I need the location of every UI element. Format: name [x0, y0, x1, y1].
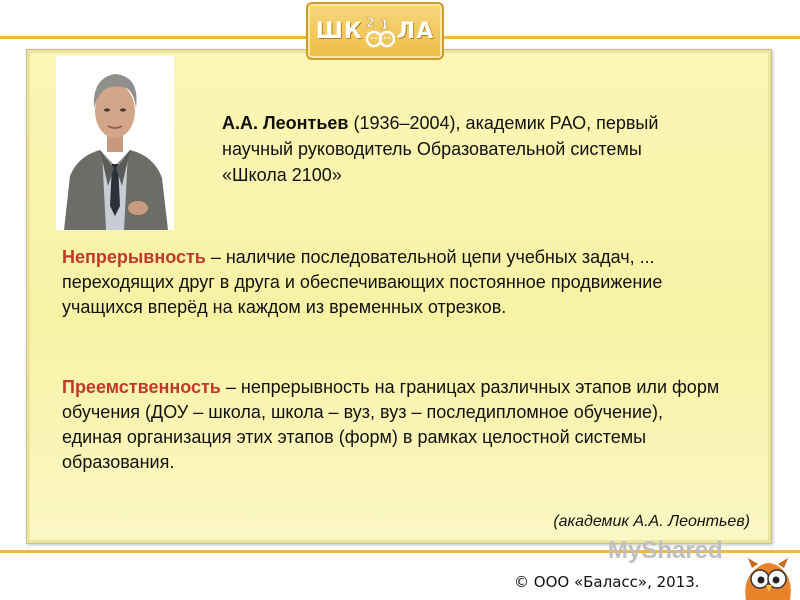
succession-term: Преемственность [62, 377, 221, 397]
portrait-illustration [56, 56, 174, 230]
continuity-paragraph [62, 245, 722, 320]
intro-text [222, 110, 692, 188]
continuity-term: Непрерывность [62, 247, 206, 267]
owl-mascot-icon [738, 554, 796, 600]
school-2100-logo [306, 2, 444, 60]
copyright-text: © ООО «Баласс», 2013. [514, 573, 700, 591]
logo-2100-mark [365, 12, 395, 50]
logo-text-right: ЛА [396, 18, 435, 44]
author-name: А.А. Леонтьев [222, 113, 349, 133]
succession-definition: – непрерывность на границах различных этапов или форм обучения (ДОУ – школа, школа – вуз, вуз – последипломное обучение), единая организация этих этапов (форм) в рамках целостной системы образования. [62, 377, 720, 472]
quote-attribution: (академик А.А. Леонтьев) [553, 513, 750, 530]
portrait-photo [56, 56, 174, 230]
svg-text:1: 1 [379, 18, 389, 33]
logo-text-left: ШК [315, 18, 363, 44]
continuity-definition: – наличие последовательной цепи учебных задач, ... переходящих друг в друга и обеспечивающих постоянное продвижение учащихся вперёд на каждом из временных отрезков. [62, 247, 663, 317]
svg-text:2: 2 [365, 16, 375, 31]
succession-paragraph [62, 375, 722, 475]
author-description: (1936–2004), академик РАО, первый научный руководитель Образовательной системы «Школа 2100» [222, 113, 659, 185]
watermark-text: MyShared [608, 537, 723, 564]
